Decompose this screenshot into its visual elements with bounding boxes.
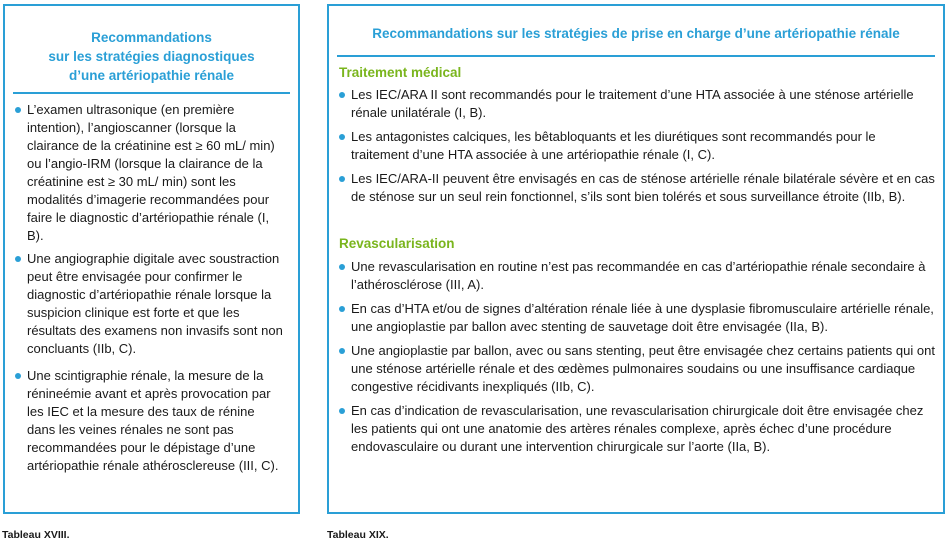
diagnostic-recommendations-table bbox=[3, 4, 300, 514]
left-title-line-1: Recommandations bbox=[91, 30, 212, 45]
list-item-text: Une scintigraphie rénale, la mesure de la rénineémie avant et après provocation par les IEC et la mesure des taux de rénine dans les veines rénales ne sont pas recommandées pour le dépistage d’une artériopathie rénale athérosclereuse (III, C). bbox=[27, 368, 279, 473]
list-item-text: Les antagonistes calciques, les bêtabloquants et les diurétiques sont recommandés pour le traitement d’une HTA associée à une artériopathie rénale (I, C). bbox=[351, 129, 876, 162]
list-item-text: En cas d’HTA et/ou de signes d’altération rénale liée à une dysplasie fibromusculaire artérielle rénale, une angioplastie par ballon avec stenting de sauvetage doit être envisagée (IIa, B). bbox=[351, 301, 934, 334]
list-item-text: Les IEC/ARA-II peuvent être envisagés en cas de sténose artérielle rénale bilatérale sévère et en cas de sténose sur un seul rein fonctionnel, s’ils sont bien tolérés et sous surveillance étroite (IIb, B). bbox=[351, 171, 935, 204]
revascularisation-list bbox=[339, 258, 935, 462]
table-caption-left: Tableau XVIII. bbox=[2, 529, 70, 541]
left-title-line-3: d’une artériopathie rénale bbox=[68, 68, 235, 83]
bullet-icon bbox=[339, 408, 345, 414]
list-item-text: Une angiographie digitale avec soustraction peut être envisagée pour confirmer le diagnostic d’artériopathie rénale lorsque la suspicion clinique est forte et que les résultats des examens non invasifs sont non concluants (IIb, C). bbox=[27, 251, 283, 356]
list-item-text: Les IEC/ARA II sont recommandés pour le traitement d’une HTA associée à une sténose artérielle rénale unilatérale (I, B). bbox=[351, 87, 914, 120]
bullet-icon bbox=[339, 348, 345, 354]
list-item-text: Une angioplastie par ballon, avec ou sans stenting, peut être envisagée chez certains patients qui ont une sténose artérielle rénale et des œdèmes pulmonaires soudains ou une insuffisance cardiaque congestive récidivants inexpliqués (IIb, C). bbox=[351, 343, 935, 394]
list-item-text: En cas d’indication de revascularisation, une revascularisation chirurgicale doit être envisagée chez les patients qui ont une anatomie des artères rénales complexe, après échec d’une procédure endovasculaire ou durant une intervention chirurgicale sur l’aorte (IIa, B). bbox=[351, 403, 924, 454]
list-item bbox=[15, 101, 285, 245]
section-heading-revascularisation: Revascularisation bbox=[339, 236, 455, 251]
management-recommendations-table bbox=[327, 4, 945, 514]
list-item bbox=[339, 86, 935, 122]
right-title-divider bbox=[337, 55, 935, 57]
left-table-title bbox=[5, 28, 298, 85]
left-title-line-2: sur les stratégies diagnostiques bbox=[48, 49, 255, 64]
right-table-title: Recommandations sur les stratégies de prise en charge d’une artériopathie rénale bbox=[372, 26, 900, 41]
bullet-icon bbox=[15, 256, 21, 262]
list-item bbox=[339, 402, 935, 456]
bullet-icon bbox=[339, 134, 345, 140]
bullet-icon bbox=[339, 92, 345, 98]
bullet-icon bbox=[339, 264, 345, 270]
left-title-divider bbox=[13, 92, 290, 94]
list-item bbox=[15, 250, 285, 358]
left-bullet-list bbox=[15, 101, 285, 484]
list-item bbox=[339, 300, 935, 336]
list-item bbox=[339, 258, 935, 294]
table-caption-right: Tableau XIX. bbox=[327, 529, 389, 541]
list-item bbox=[339, 342, 935, 396]
list-item-text: L’examen ultrasonique (en première intention), l’angioscanner (lorsque la clairance de la créatinine est ≥ 60 mL/ min) ou l’angio-IRM (lorsque la clairance de la créatinine est ≥ 30 mL/ min) sont les modalités d’imagerie recommandées pour faire le diagnostic d’artériopathie rénale (I, B). bbox=[27, 102, 275, 243]
section-heading-medical-treatment: Traitement médical bbox=[339, 65, 462, 80]
list-item bbox=[339, 128, 935, 164]
list-item-text: Une revascularisation en routine n’est pas recommandée en cas d’artériopathie rénale secondaire à l’athérosclérose (III, A). bbox=[351, 259, 926, 292]
medical-treatment-list bbox=[339, 86, 935, 212]
bullet-icon bbox=[339, 306, 345, 312]
list-item bbox=[339, 170, 935, 206]
bullet-icon bbox=[339, 176, 345, 182]
bullet-icon bbox=[15, 107, 21, 113]
bullet-icon bbox=[15, 373, 21, 379]
list-item bbox=[15, 367, 285, 475]
